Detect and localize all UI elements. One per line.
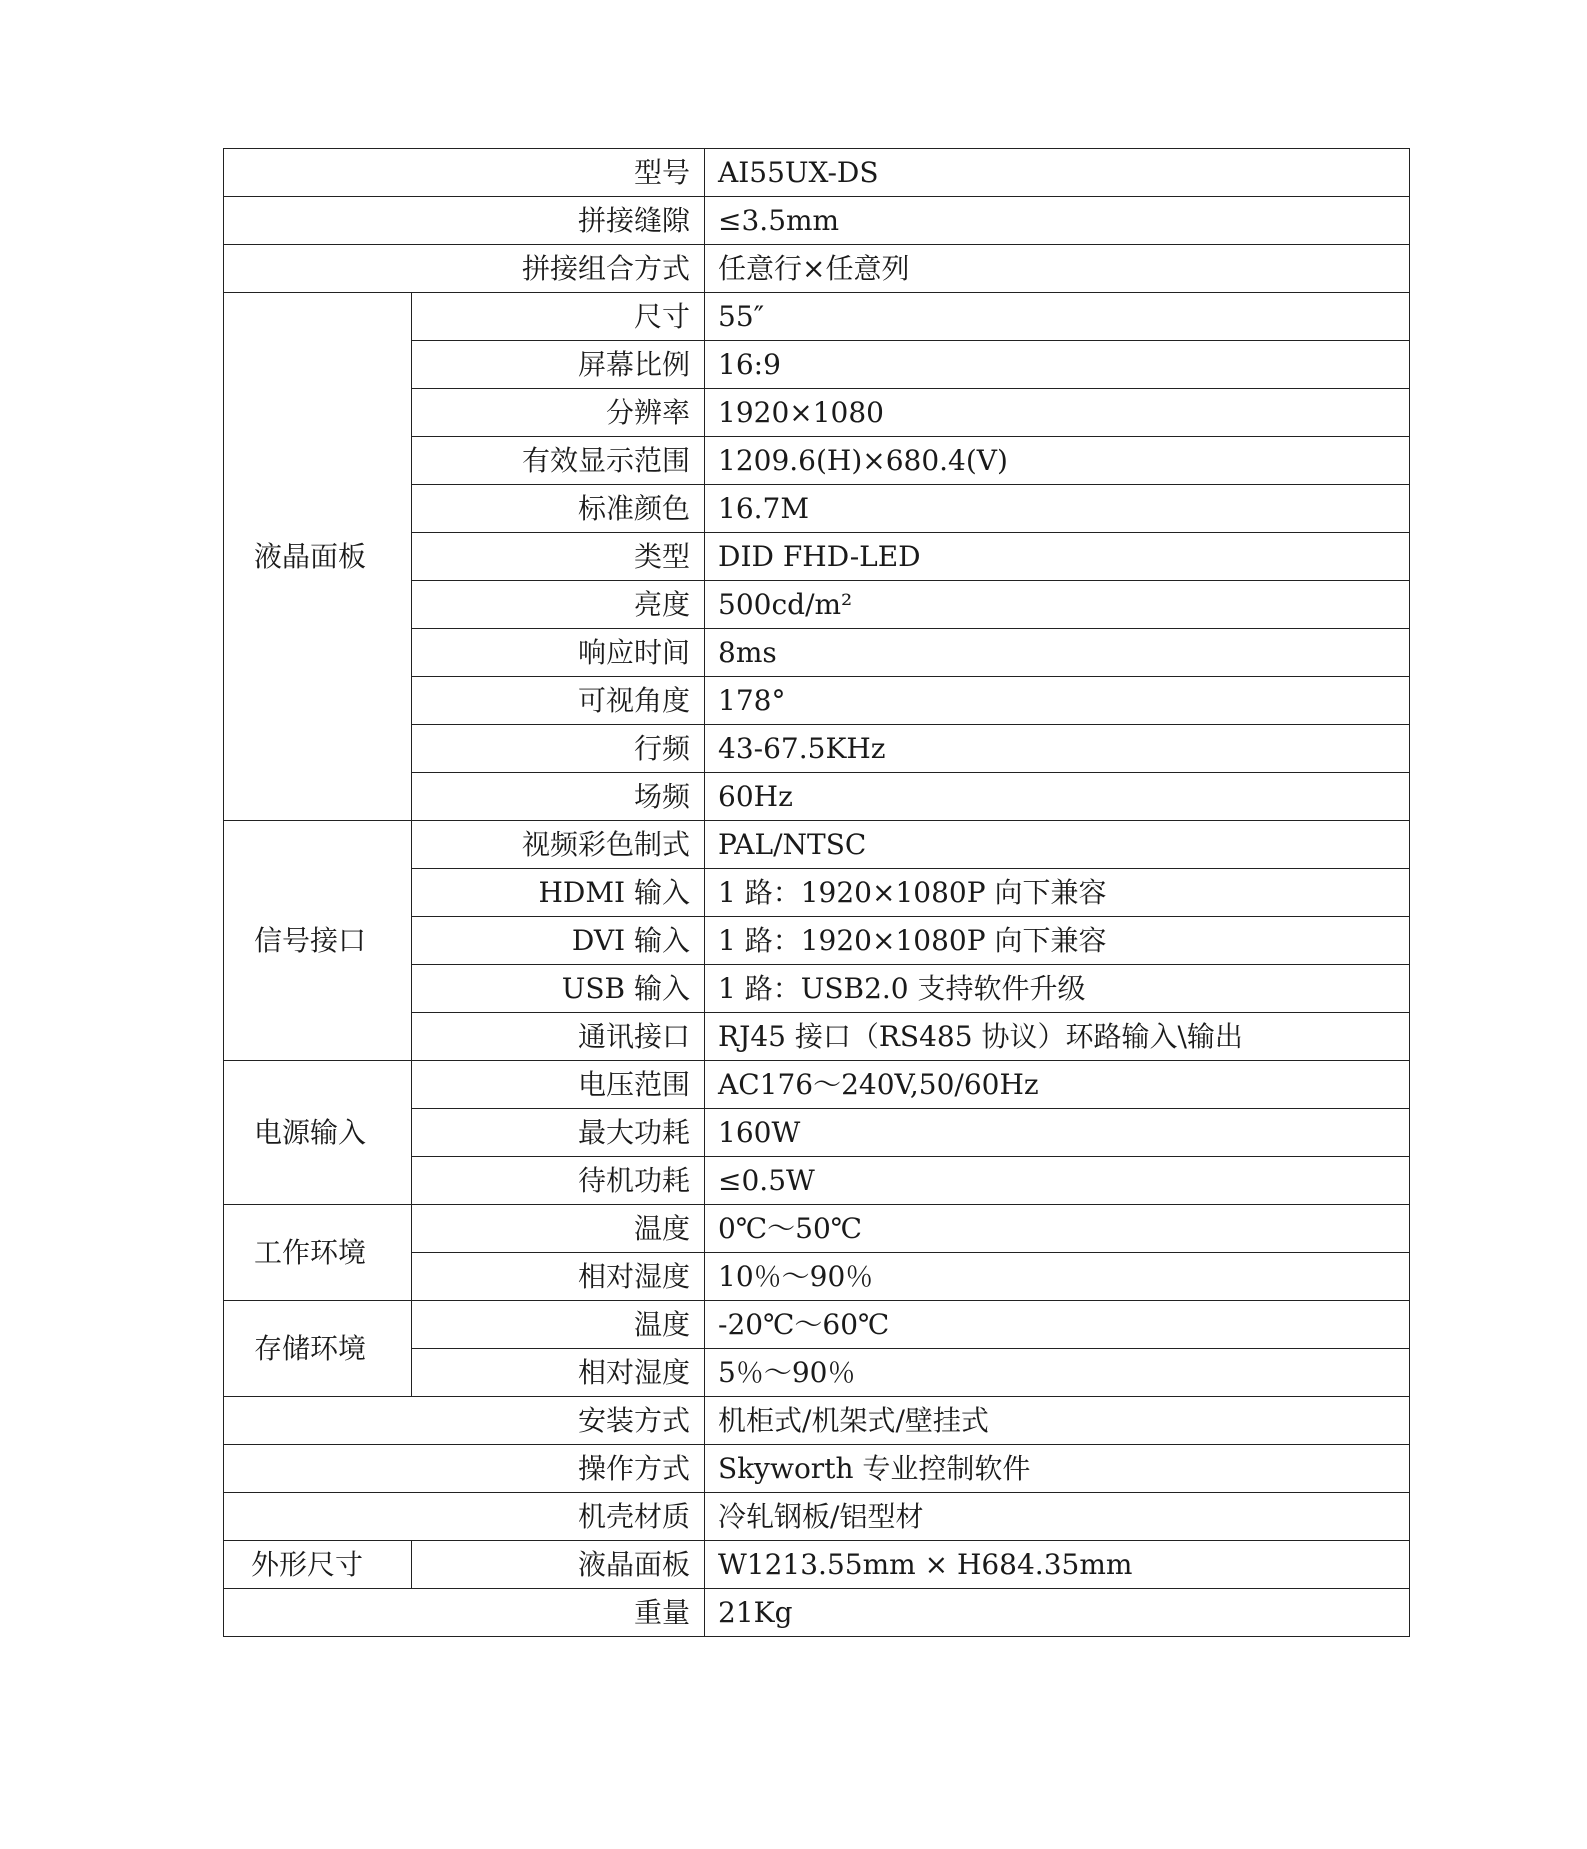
spec-label: USB 输入 <box>412 965 705 1013</box>
group-label-signal-interface: 信号接口 <box>224 821 412 1061</box>
spec-value: 0℃～50℃ <box>705 1205 1410 1253</box>
spec-label: 液晶面板 <box>412 1541 705 1589</box>
spec-value: ≤0.5W <box>705 1157 1410 1205</box>
spec-row <box>224 1205 1410 1253</box>
spec-value: 1 路：1920×1080P 向下兼容 <box>705 869 1410 917</box>
spec-label: 待机功耗 <box>412 1157 705 1205</box>
spec-label: 分辨率 <box>412 389 705 437</box>
spec-value: DID FHD-LED <box>705 533 1410 581</box>
spec-value: 机柜式/机架式/壁挂式 <box>705 1397 1410 1445</box>
spec-value: 160W <box>705 1109 1410 1157</box>
spec-value: PAL/NTSC <box>705 821 1410 869</box>
spec-value: 1209.6(H)×680.4(V) <box>705 437 1410 485</box>
spec-value: 21Kg <box>705 1589 1410 1637</box>
group-label-lcd-panel: 液晶面板 <box>224 293 412 821</box>
spec-value: 16.7M <box>705 485 1410 533</box>
spec-label: 视频彩色制式 <box>412 821 705 869</box>
spec-row <box>224 1493 1410 1541</box>
spec-label: 标准颜色 <box>412 485 705 533</box>
group-label-operating-environment: 工作环境 <box>224 1205 412 1301</box>
spec-label: 温度 <box>412 1205 705 1253</box>
spec-row <box>224 1397 1410 1445</box>
spec-value: W1213.55mm × H684.35mm <box>705 1541 1410 1589</box>
spec-label: 响应时间 <box>412 629 705 677</box>
spec-label: 操作方式 <box>224 1445 705 1493</box>
spec-label: 通讯接口 <box>412 1013 705 1061</box>
spec-row <box>224 1061 1410 1109</box>
spec-row <box>224 197 1410 245</box>
spec-label: 拼接缝隙 <box>224 197 705 245</box>
spec-value: -20℃～60℃ <box>705 1301 1410 1349</box>
group-label-storage-environment: 存储环境 <box>224 1301 412 1397</box>
spec-row <box>224 1589 1410 1637</box>
spec-value: Skyworth 专业控制软件 <box>705 1445 1410 1493</box>
spec-value: 5％～90％ <box>705 1349 1410 1397</box>
spec-label: 类型 <box>412 533 705 581</box>
spec-label: 可视角度 <box>412 677 705 725</box>
spec-value: 1920×1080 <box>705 389 1410 437</box>
spec-value: 10％～90％ <box>705 1253 1410 1301</box>
spec-label: DVI 输入 <box>412 917 705 965</box>
spec-row <box>224 1445 1410 1493</box>
spec-label: 安装方式 <box>224 1397 705 1445</box>
group-label-power-input: 电源输入 <box>224 1061 412 1205</box>
spec-value: 60Hz <box>705 773 1410 821</box>
spec-label: 最大功耗 <box>412 1109 705 1157</box>
spec-label: 相对湿度 <box>412 1349 705 1397</box>
spec-value: 55″ <box>705 293 1410 341</box>
spec-value: 8ms <box>705 629 1410 677</box>
spec-row <box>224 245 1410 293</box>
group-label-outline-dimension: 外形尺寸 <box>224 1541 412 1589</box>
spec-label: HDMI 输入 <box>412 869 705 917</box>
spec-value: 16:9 <box>705 341 1410 389</box>
spec-value: AC176～240V,50/60Hz <box>705 1061 1410 1109</box>
spec-value: 500cd/m² <box>705 581 1410 629</box>
spec-label: 有效显示范围 <box>412 437 705 485</box>
spec-row <box>224 1301 1410 1349</box>
spec-table <box>223 148 1410 1637</box>
spec-label: 屏幕比例 <box>412 341 705 389</box>
spec-value: 43-67.5KHz <box>705 725 1410 773</box>
spec-label: 机壳材质 <box>224 1493 705 1541</box>
spec-value: 冷轧钢板/铝型材 <box>705 1493 1410 1541</box>
spec-value: RJ45 接口（RS485 协议）环路输入\输出 <box>705 1013 1410 1061</box>
spec-label: 电压范围 <box>412 1061 705 1109</box>
spec-row <box>224 149 1410 197</box>
spec-label: 尺寸 <box>412 293 705 341</box>
spec-value: AI55UX-DS <box>705 149 1410 197</box>
spec-value: 178° <box>705 677 1410 725</box>
spec-row <box>224 293 1410 341</box>
spec-label: 行频 <box>412 725 705 773</box>
spec-row <box>224 1541 1410 1589</box>
spec-label: 亮度 <box>412 581 705 629</box>
spec-value: 1 路：USB2.0 支持软件升级 <box>705 965 1410 1013</box>
spec-label: 拼接组合方式 <box>224 245 705 293</box>
spec-value: 1 路：1920×1080P 向下兼容 <box>705 917 1410 965</box>
spec-value: ≤3.5mm <box>705 197 1410 245</box>
spec-label: 场频 <box>412 773 705 821</box>
spec-label: 相对湿度 <box>412 1253 705 1301</box>
spec-label: 型号 <box>224 149 705 197</box>
spec-label: 重量 <box>224 1589 705 1637</box>
spec-row <box>224 821 1410 869</box>
spec-label: 温度 <box>412 1301 705 1349</box>
spec-value: 任意行×任意列 <box>705 245 1410 293</box>
